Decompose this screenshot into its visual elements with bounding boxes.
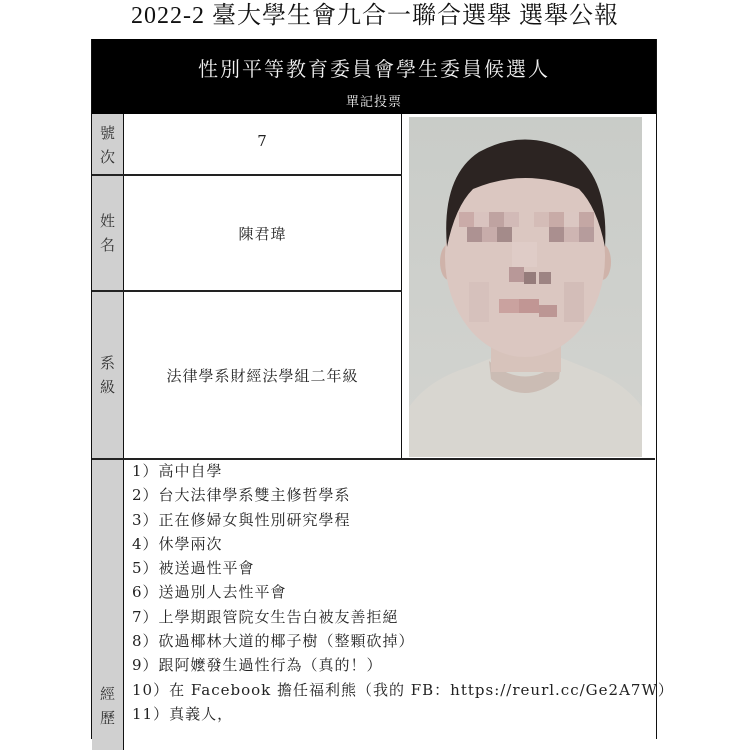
experience-item: 7）上學期跟管院女生告白被友善拒絕 bbox=[132, 607, 399, 626]
department-label-char: 系 bbox=[99, 354, 115, 373]
number-label-char: 次 bbox=[99, 147, 115, 166]
candidate-number bbox=[124, 114, 402, 175]
experience-label-char: 歷 bbox=[99, 708, 115, 727]
candidate-name-value: 陳君瑋 bbox=[238, 224, 287, 243]
name-label-char: 名 bbox=[99, 236, 115, 255]
department-label bbox=[92, 292, 124, 460]
experience-item: 6）送過別人去性平會 bbox=[132, 583, 287, 602]
candidate-name bbox=[124, 176, 402, 292]
department-label-char: 級 bbox=[99, 378, 115, 397]
candidate-sheet bbox=[91, 39, 674, 739]
banner-title: 性別平等教育委員會學生委員候選人 bbox=[198, 57, 550, 81]
experience-item: 9）跟阿嬤發生過性行為（真的！） bbox=[132, 656, 383, 675]
experience-item: 3）正在修婦女與性別研究學程 bbox=[132, 510, 351, 529]
experience-item: 5）被送過性平會 bbox=[132, 559, 255, 578]
experience-list bbox=[124, 459, 674, 726]
voting-method: 單記投票 bbox=[345, 95, 402, 110]
banner bbox=[92, 39, 656, 114]
candidate-number-value: 7 bbox=[257, 131, 268, 150]
candidate-department-value: 法律學系財經法學組二年級 bbox=[166, 366, 359, 385]
name-label bbox=[92, 176, 124, 292]
number-label bbox=[92, 114, 124, 175]
candidate-department bbox=[124, 292, 402, 460]
candidate-photo bbox=[409, 117, 642, 457]
name-label-char: 姓 bbox=[99, 212, 115, 231]
experience-label-char: 經 bbox=[99, 684, 115, 703]
experience-item: 2）台大法律學系雙主修哲學系 bbox=[132, 486, 351, 505]
number-label-char: 號 bbox=[99, 123, 115, 142]
portrait-image bbox=[409, 117, 642, 457]
document-title: 2022-2 臺大學生會九合一聯合選舉 選舉公報 bbox=[131, 3, 619, 29]
experience-item: 10）在 Facebook 擔任福利熊（我的 FB：https://reurl.cc/Ge2A7W） bbox=[132, 680, 674, 699]
experience-item: 8）砍過椰林大道的椰子樹（整顆砍掉） bbox=[132, 632, 415, 651]
experience-item: 1）高中自學 bbox=[132, 462, 223, 480]
experience-item: 11）真義人， bbox=[132, 704, 234, 723]
experience-item: 4）休學兩次 bbox=[132, 534, 223, 553]
experience-label bbox=[92, 460, 124, 750]
photo-cell bbox=[402, 114, 655, 459]
